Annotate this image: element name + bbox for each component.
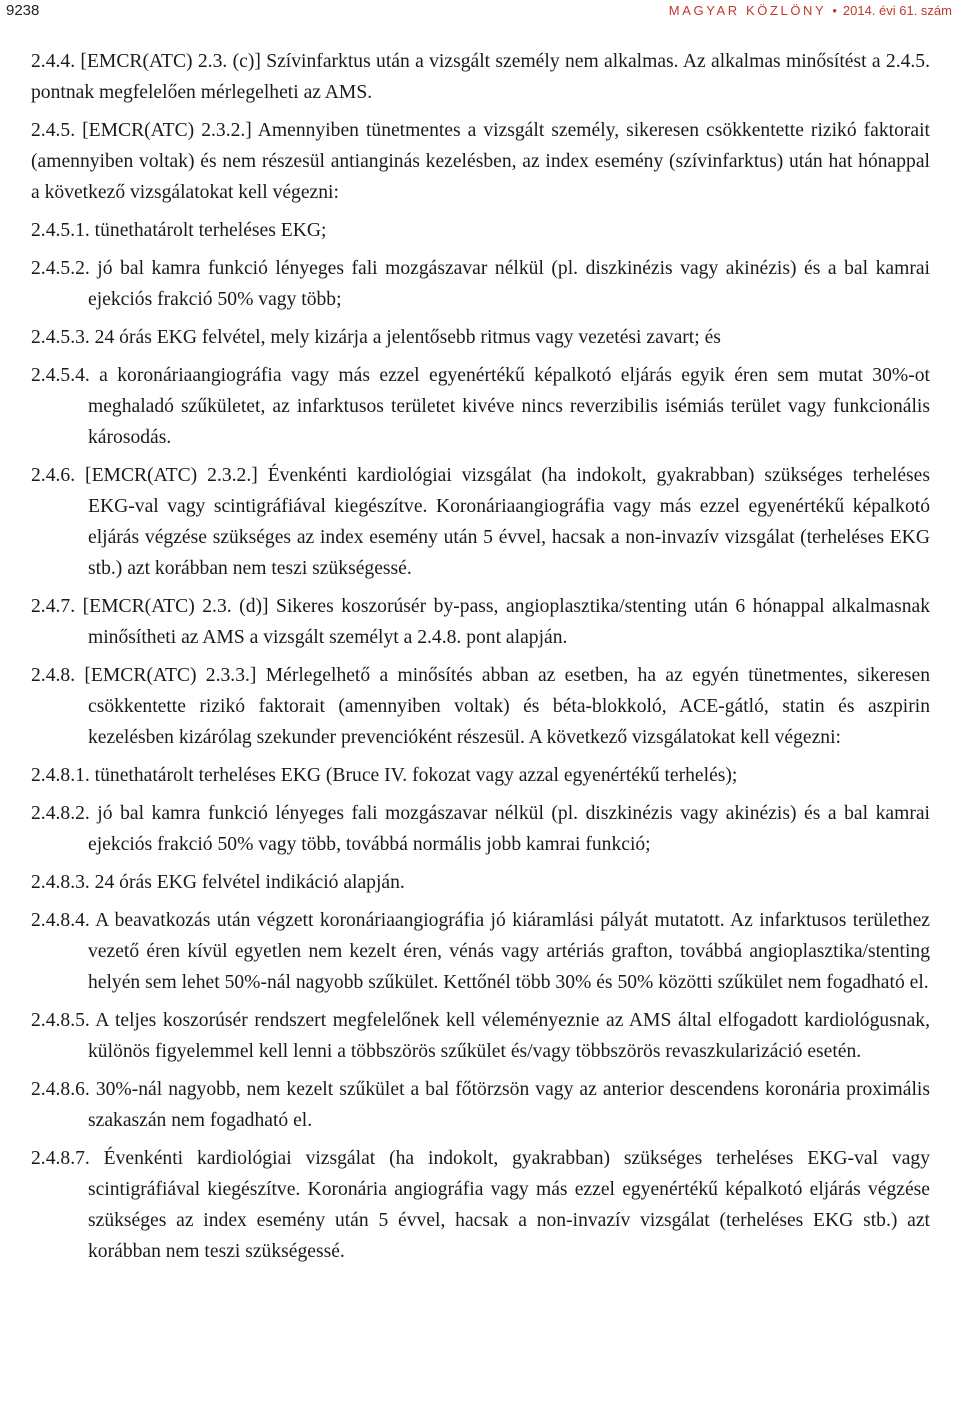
page-number: 9238 (6, 2, 40, 19)
paragraph-2-4-5-4: 2.4.5.4. a koronáriaangiográfia vagy más ezzel egyenértékű képalkotó eljárás egyik éren sem mutat 30%-ot meghaladó szűkületet, az infarktusos területet kivéve nincs reverzibilis isémiás terület vagy funkcionális károsodás. (31, 365, 930, 448)
paragraph-2-4-6: 2.4.6. [EMCR(ATC) 2.3.2.] Évenkénti kardiológiai vizsgálat (ha indokolt, gyakrabban) szükséges terheléses EKG-val vagy scintigráfiával kiegészítve. Koronáriaangiográfia vagy más ezzel egyenértékű képalkotó eljárás végzése szükséges az index esemény után 5 évvel, hacsak a non-invazív vizsgálat (terheléses EKG stb.) azt korábban nem teszi szükségessé. (31, 465, 930, 579)
paragraph-2-4-8: 2.4.8. [EMCR(ATC) 2.3.3.] Mérlegelhető a minősítés abban az esetben, ha az egyén tünetmentes, sikeresen csökkentette rizikó faktorait (amennyiben voltak) és béta-blokkoló, ACE-gátló, statin és aszpirin kezelésben kizárólag szekunder prevencióként részesül. A következő vizsgálatokat kell végezni: (31, 665, 930, 748)
document-body (31, 46, 930, 1274)
paragraph-2-4-8-3: 2.4.8.3. 24 órás EKG felvétel indikáció alapján. (31, 872, 405, 893)
paragraph-2-4-5-3: 2.4.5.3. 24 órás EKG felvétel, mely kizárja a jelentősebb ritmus vagy vezetési zavart; és (31, 327, 721, 348)
paragraph-2-4-8-4: 2.4.8.4. A beavatkozás után végzett koronáriaangiográfia jó kiáramlási pályát mutatott. Az infarktusos területhez vezető éren kívül egyetlen nem kezelt éren, vénás vagy artériás grafton, továbbá angioplasztika/stenting helyén sem lehet 50%-nál nagyobb szűkület. Kettőnél több 30% és 50% közötti szűkület nem fogadható el. (31, 910, 930, 993)
paragraph-2-4-8-5: 2.4.8.5. A teljes koszorúsér rendszert megfelelőnek kell véleményeznie az AMS által elfogadott kardiológusnak, különös figyelemmel kell lenni a többszörös szűkület és/vagy többszörös revaszkularizáció esetén. (31, 1010, 930, 1062)
paragraph-2-4-7: 2.4.7. [EMCR(ATC) 2.3. (d)] Sikeres koszorúsér by-pass, angioplasztika/stenting után 6 hónappal alkalmasnak minősítheti az AMS a vizsgált személyt a 2.4.8. pont alapján. (31, 596, 930, 648)
paragraph-2-4-8-6: 2.4.8.6. 30%-nál nagyobb, nem kezelt szűkület a bal főtörzsön vagy az anterior descendens koronária proximális szakaszán nem fogadható el. (31, 1079, 930, 1131)
paragraph-2-4-8-2: 2.4.8.2. jó bal kamra funkció lényeges fali mozgászavar nélkül (pl. diszkinézis vagy akinézis) és a bal kamrai ejekciós frakció 50% vagy több, továbbá normális jobb kamrai funkció; (31, 803, 930, 855)
paragraph-2-4-5-2: 2.4.5.2. jó bal kamra funkció lényeges fali mozgászavar nélkül (pl. diszkinézis vagy akinézis) és a bal kamrai ejekciós frakció 50% vagy több; (31, 258, 930, 310)
paragraph-2-4-8-1: 2.4.8.1. tünethatárolt terheléses EKG (Bruce IV. fokozat vagy azzal egyenértékű terhelés); (31, 765, 738, 786)
paragraph-2-4-5-1: 2.4.5.1. tünethatárolt terheléses EKG; (31, 220, 327, 241)
issue-label: 2014. évi 61. szám (842, 3, 952, 18)
journal-title: MAGYAR KÖZLÖNY (668, 3, 827, 18)
running-head (669, 3, 952, 18)
paragraph-2-4-4: 2.4.4. [EMCR(ATC) 2.3. (c)] Szívinfarktus után a vizsgált személy nem alkalmas. Az alkalmas minősítést a 2.4.5. pontnak megfelelően mérlegelheti az AMS. (31, 51, 930, 103)
separator-bullet: • (832, 3, 837, 18)
page-header (0, 0, 960, 26)
paragraph-2-4-5: 2.4.5. [EMCR(ATC) 2.3.2.] Amennyiben tünetmentes a vizsgált személy, sikeresen csökkentette rizikó faktorait (amennyiben voltak) és nem részesül antianginás kezelésben, az index esemény (szívinfarktus) után hat hónappal a következő vizsgálatokat kell végezni: (31, 120, 930, 203)
paragraph-2-4-8-7: 2.4.8.7. Évenkénti kardiológiai vizsgálat (ha indokolt, gyakrabban) szükséges terheléses EKG-val vagy scintigráfiával kiegészítve. Koronária angiográfia vagy más ezzel egyenértékű képalkotó eljárás végzése szükséges az index esemény után 5 évvel, hacsak a non-invazív vizsgálat (terheléses EKG stb.) azt korábban nem teszi szükségessé. (31, 1148, 930, 1262)
